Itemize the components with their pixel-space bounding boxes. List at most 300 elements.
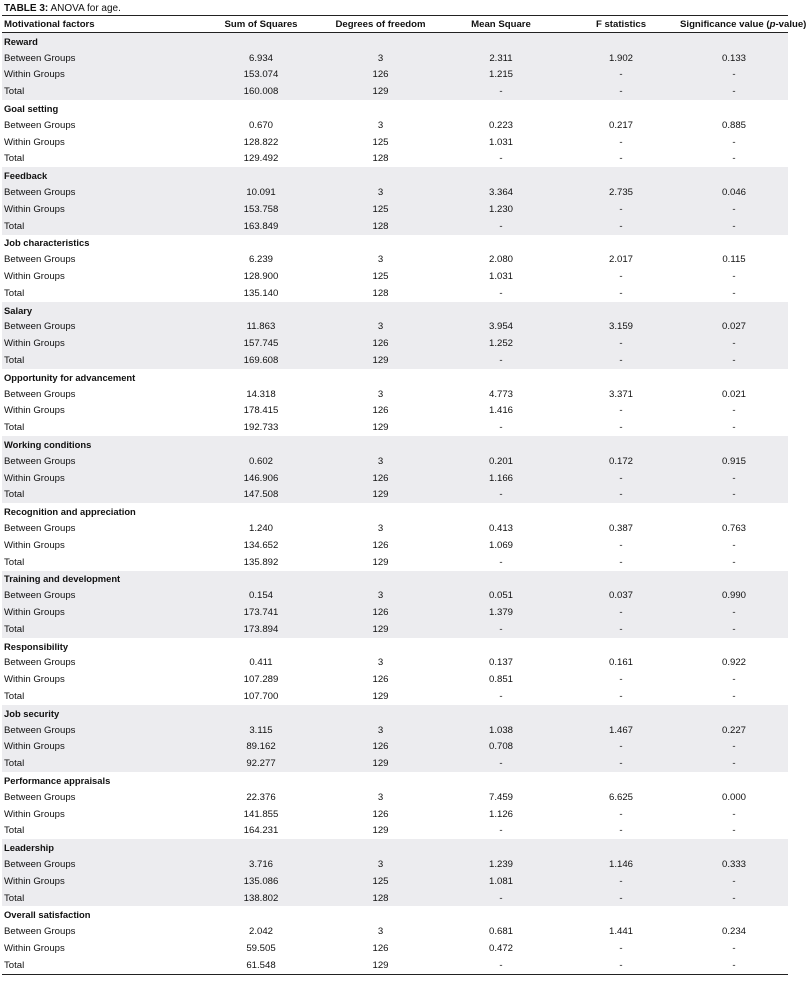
- cell-mean-square: 1.230: [440, 201, 562, 218]
- table-row: [2, 621, 788, 638]
- cell-f-statistic: -: [619, 539, 623, 551]
- cell-sum-of-squares: 14.318: [246, 388, 276, 400]
- cell-sum-of-squares: 61.548: [246, 959, 276, 971]
- table-row: [2, 822, 788, 839]
- table-row: [2, 201, 788, 218]
- cell-degrees-of-freedom: 126: [372, 405, 389, 417]
- cell-sum-of-squares: 153.758: [201, 201, 321, 218]
- cell-label: Total: [4, 153, 25, 165]
- cell-label: Total: [2, 755, 201, 772]
- table-row: [2, 419, 788, 436]
- cell-p-value: 0.922: [721, 657, 746, 669]
- factor-name: Performance appraisals: [4, 774, 111, 786]
- header-mean-square: Mean Square: [471, 18, 531, 30]
- cell-mean-square: -: [499, 959, 503, 971]
- cell-mean-square: 1.038: [440, 722, 562, 739]
- cell-sum-of-squares: 153.074: [201, 67, 321, 84]
- cell-p-value: -: [732, 136, 736, 148]
- cell-sum-of-squares: 129.492: [243, 153, 279, 165]
- table-row: [2, 268, 788, 285]
- cell-mean-square: -: [440, 352, 562, 369]
- table-row: [2, 117, 788, 134]
- cell-degrees-of-freedom: 128: [372, 153, 389, 165]
- cell-p-value: 0.115: [722, 254, 746, 266]
- factor-name: Responsibility: [4, 640, 69, 652]
- table-header: [2, 16, 806, 33]
- cell-sum-of-squares: 135.892: [243, 556, 279, 568]
- cell-p-value: -: [680, 335, 788, 352]
- cell-degrees-of-freedom: 129: [321, 755, 440, 772]
- cell-f-statistic: 1.902: [562, 50, 680, 67]
- cell-f-statistic: 0.387: [608, 523, 633, 534]
- cell-mean-square: 0.681: [488, 926, 513, 938]
- cell-p-value: -: [680, 67, 788, 84]
- table-row: [2, 554, 788, 571]
- cell-p-value: 0.763: [721, 523, 746, 534]
- cell-label: Total: [4, 690, 25, 702]
- cell-mean-square: -: [440, 890, 562, 907]
- cell-p-value: -: [680, 755, 788, 772]
- cell-sum-of-squares: 6.239: [248, 254, 273, 266]
- table-row: [2, 587, 788, 604]
- cell-f-statistic: -: [619, 271, 623, 283]
- table-row: [2, 285, 788, 302]
- cell-sum-of-squares: 173.894: [201, 621, 321, 638]
- cell-f-statistic: -: [562, 890, 680, 907]
- cell-f-statistic: -: [562, 83, 680, 100]
- cell-mean-square: -: [499, 690, 503, 702]
- cell-mean-square: 2.311: [440, 50, 562, 67]
- cell-label: Within Groups: [2, 201, 201, 218]
- table-body: [2, 33, 788, 975]
- cell-sum-of-squares: 146.906: [201, 470, 321, 487]
- cell-p-value: 0.915: [680, 453, 788, 470]
- header-significance-post: -value): [775, 18, 806, 30]
- cell-f-statistic: -: [619, 674, 623, 686]
- cell-f-statistic: -: [562, 604, 680, 621]
- cell-p-value: -: [680, 621, 788, 638]
- cell-degrees-of-freedom: 3: [321, 319, 440, 336]
- cell-p-value: 0.333: [680, 856, 788, 873]
- table-row: [2, 386, 788, 403]
- cell-sum-of-squares: 10.091: [201, 184, 321, 201]
- cell-p-value: -: [732, 287, 736, 299]
- cell-degrees-of-freedom: 3: [377, 657, 384, 669]
- cell-sum-of-squares: 128.900: [243, 271, 279, 283]
- cell-sum-of-squares: 164.231: [243, 825, 279, 837]
- cell-f-statistic: -: [619, 153, 623, 165]
- cell-f-statistic: 1.441: [608, 926, 633, 938]
- factor-name: Reward: [2, 33, 788, 50]
- cell-degrees-of-freedom: 3: [321, 722, 440, 739]
- cell-f-statistic: -: [562, 738, 680, 755]
- cell-mean-square: 1.081: [440, 873, 562, 890]
- factor-heading-row: [2, 839, 788, 856]
- cell-p-value: -: [680, 352, 788, 369]
- cell-sum-of-squares: 135.086: [201, 873, 321, 890]
- cell-sum-of-squares: 22.376: [246, 791, 276, 803]
- cell-p-value: 0.227: [680, 722, 788, 739]
- factor-name: Feedback: [2, 167, 788, 184]
- cell-label: Total: [4, 556, 25, 568]
- cell-p-value: 0.027: [680, 319, 788, 336]
- table-row: [2, 856, 788, 873]
- cell-degrees-of-freedom: 125: [321, 201, 440, 218]
- cell-degrees-of-freedom: 126: [321, 604, 440, 621]
- cell-p-value: -: [680, 218, 788, 235]
- cell-degrees-of-freedom: 3: [377, 926, 384, 938]
- table-row: [2, 403, 788, 420]
- cell-p-value: -: [732, 153, 736, 165]
- cell-sum-of-squares: 2.042: [248, 926, 273, 938]
- factor-heading-row: [2, 33, 788, 50]
- cell-mean-square: 1.252: [440, 335, 562, 352]
- cell-degrees-of-freedom: 129: [372, 959, 389, 971]
- cell-degrees-of-freedom: 126: [321, 67, 440, 84]
- cell-label: Within Groups: [4, 136, 65, 148]
- table-row: [2, 67, 788, 84]
- cell-label: Between Groups: [4, 523, 76, 534]
- cell-sum-of-squares: 107.700: [243, 690, 279, 702]
- cell-label: Total: [4, 825, 25, 837]
- cell-degrees-of-freedom: 126: [321, 335, 440, 352]
- header-motivational-factors: Motivational factors: [4, 18, 95, 30]
- table-row: [2, 83, 788, 100]
- table-row: [2, 890, 788, 907]
- cell-f-statistic: -: [562, 67, 680, 84]
- cell-label: Within Groups: [4, 271, 65, 283]
- factor-name: Salary: [2, 302, 788, 319]
- cell-mean-square: -: [499, 153, 503, 165]
- table-row: [2, 251, 788, 268]
- cell-sum-of-squares: 11.863: [201, 319, 321, 336]
- cell-label: Between Groups: [2, 184, 201, 201]
- cell-degrees-of-freedom: 129: [372, 690, 389, 702]
- cell-f-statistic: -: [562, 352, 680, 369]
- factor-name: Recognition and appreciation: [4, 506, 136, 518]
- cell-sum-of-squares: 169.608: [201, 352, 321, 369]
- cell-label: Total: [2, 487, 201, 504]
- factor-name: Working conditions: [2, 436, 788, 453]
- cell-p-value: 0.885: [721, 119, 746, 131]
- cell-sum-of-squares: 157.745: [201, 335, 321, 352]
- cell-sum-of-squares: 0.154: [201, 587, 321, 604]
- cell-p-value: -: [680, 83, 788, 100]
- cell-p-value: -: [680, 890, 788, 907]
- cell-mean-square: 7.459: [488, 791, 513, 803]
- cell-mean-square: -: [440, 487, 562, 504]
- table-row: [2, 873, 788, 890]
- factor-name: Opportunity for advancement: [4, 371, 136, 383]
- cell-degrees-of-freedom: 129: [321, 621, 440, 638]
- cell-label: Between Groups: [2, 856, 201, 873]
- table-row: [2, 654, 788, 671]
- cell-p-value: -: [680, 470, 788, 487]
- factor-heading-row: [2, 436, 788, 453]
- cell-mean-square: 0.223: [488, 119, 513, 131]
- table-row: [2, 940, 788, 957]
- cell-f-statistic: 2.735: [562, 184, 680, 201]
- cell-label: Within Groups: [4, 674, 65, 686]
- table-label: TABLE 3:: [4, 3, 49, 14]
- cell-mean-square: 0.472: [488, 942, 513, 954]
- cell-label: Between Groups: [2, 587, 201, 604]
- cell-f-statistic: -: [619, 136, 623, 148]
- table-row: [2, 218, 788, 235]
- cell-mean-square: 0.201: [440, 453, 562, 470]
- cell-sum-of-squares: 0.670: [248, 119, 273, 131]
- cell-label: Within Groups: [2, 470, 201, 487]
- cell-f-statistic: -: [562, 335, 680, 352]
- cell-sum-of-squares: 0.602: [201, 453, 321, 470]
- cell-mean-square: 1.166: [440, 470, 562, 487]
- cell-sum-of-squares: 92.277: [201, 755, 321, 772]
- cell-sum-of-squares: 147.508: [201, 487, 321, 504]
- cell-f-statistic: -: [562, 873, 680, 890]
- cell-degrees-of-freedom: 126: [321, 738, 440, 755]
- header-sum-of-squares: Sum of Squares: [224, 18, 298, 30]
- table-row: [2, 487, 788, 504]
- cell-mean-square: 0.413: [488, 523, 513, 534]
- cell-sum-of-squares: 134.652: [243, 539, 279, 551]
- table-row: [2, 806, 788, 823]
- cell-p-value: -: [732, 690, 736, 702]
- cell-label: Between Groups: [2, 50, 201, 67]
- cell-degrees-of-freedom: 3: [321, 50, 440, 67]
- cell-label: Between Groups: [4, 926, 76, 938]
- cell-mean-square: 3.364: [440, 184, 562, 201]
- table-figure: [2, 0, 806, 975]
- cell-mean-square: 1.416: [488, 405, 513, 417]
- cell-sum-of-squares: 3.716: [201, 856, 321, 873]
- factor-heading-row: [2, 167, 788, 184]
- cell-mean-square: -: [499, 287, 503, 299]
- anova-table: [2, 15, 806, 975]
- cell-f-statistic: -: [619, 422, 623, 434]
- header-significance-italic: p: [769, 18, 776, 30]
- factor-heading-row: [2, 906, 788, 923]
- table-row: [2, 453, 788, 470]
- cell-sum-of-squares: 6.934: [201, 50, 321, 67]
- cell-mean-square: 0.708: [440, 738, 562, 755]
- cell-label: Between Groups: [4, 254, 76, 266]
- cell-p-value: -: [732, 539, 736, 551]
- cell-mean-square: 1.069: [488, 539, 513, 551]
- table-row: [2, 755, 788, 772]
- header-significance-pre: Significance value (: [680, 18, 770, 30]
- cell-f-statistic: -: [619, 405, 623, 417]
- cell-f-statistic: -: [562, 218, 680, 235]
- table-row: [2, 470, 788, 487]
- factor-name: Overall satisfaction: [4, 909, 91, 921]
- factor-heading-row: [2, 772, 788, 789]
- cell-label: Within Groups: [2, 738, 201, 755]
- header-significance-value: [680, 16, 806, 33]
- table-row: [2, 151, 788, 168]
- cell-degrees-of-freedom: 3: [377, 523, 384, 534]
- cell-label: Within Groups: [4, 808, 65, 820]
- cell-f-statistic: -: [562, 201, 680, 218]
- cell-f-statistic: -: [619, 556, 623, 568]
- table-row: [2, 335, 788, 352]
- cell-mean-square: -: [499, 825, 503, 837]
- cell-f-statistic: 6.625: [608, 791, 633, 803]
- table-row: [2, 134, 788, 151]
- cell-degrees-of-freedom: 125: [372, 136, 389, 148]
- factor-heading-row: [2, 100, 788, 117]
- factor-name: Job security: [2, 705, 788, 722]
- cell-label: Between Groups: [2, 319, 201, 336]
- cell-f-statistic: 0.037: [562, 587, 680, 604]
- header-f-statistics: F statistics: [595, 18, 647, 30]
- cell-p-value: -: [732, 422, 736, 434]
- cell-p-value: -: [732, 808, 736, 820]
- cell-f-statistic: -: [619, 959, 623, 971]
- cell-p-value: 0.990: [680, 587, 788, 604]
- cell-p-value: -: [732, 674, 736, 686]
- cell-degrees-of-freedom: 128: [321, 890, 440, 907]
- cell-degrees-of-freedom: 129: [321, 352, 440, 369]
- cell-sum-of-squares: 160.008: [201, 83, 321, 100]
- cell-mean-square: 3.954: [440, 319, 562, 336]
- cell-degrees-of-freedom: 128: [321, 218, 440, 235]
- cell-degrees-of-freedom: 3: [321, 856, 440, 873]
- cell-label: Between Groups: [4, 657, 76, 669]
- cell-f-statistic: -: [562, 470, 680, 487]
- cell-label: Within Groups: [4, 942, 65, 954]
- cell-f-statistic: -: [562, 755, 680, 772]
- cell-f-statistic: 0.172: [562, 453, 680, 470]
- cell-mean-square: -: [440, 755, 562, 772]
- cell-mean-square: -: [499, 556, 503, 568]
- cell-f-statistic: -: [619, 825, 623, 837]
- cell-p-value: -: [680, 738, 788, 755]
- cell-sum-of-squares: 173.741: [201, 604, 321, 621]
- cell-sum-of-squares: 138.802: [201, 890, 321, 907]
- cell-sum-of-squares: 178.415: [243, 405, 279, 417]
- cell-sum-of-squares: 141.855: [243, 808, 279, 820]
- cell-mean-square: 1.126: [488, 808, 513, 820]
- cell-degrees-of-freedom: 128: [372, 287, 389, 299]
- cell-degrees-of-freedom: 129: [372, 556, 389, 568]
- cell-degrees-of-freedom: 129: [372, 422, 389, 434]
- cell-label: Between Groups: [4, 388, 76, 400]
- cell-sum-of-squares: 3.115: [201, 722, 321, 739]
- cell-label: Total: [2, 352, 201, 369]
- cell-sum-of-squares: 128.822: [243, 136, 279, 148]
- factor-name: Leadership: [2, 839, 788, 856]
- cell-degrees-of-freedom: 126: [372, 539, 389, 551]
- cell-sum-of-squares: 0.411: [249, 657, 273, 669]
- table-row: [2, 537, 788, 554]
- cell-degrees-of-freedom: 129: [321, 83, 440, 100]
- cell-sum-of-squares: 1.240: [248, 523, 273, 534]
- cell-label: Total: [2, 218, 201, 235]
- cell-p-value: -: [680, 873, 788, 890]
- cell-degrees-of-freedom: 3: [377, 119, 384, 131]
- cell-mean-square: 1.215: [440, 67, 562, 84]
- cell-mean-square: -: [440, 621, 562, 638]
- factor-heading-row: [2, 571, 788, 588]
- table-row: [2, 319, 788, 336]
- cell-f-statistic: -: [619, 942, 623, 954]
- table-row: [2, 184, 788, 201]
- cell-label: Within Groups: [4, 539, 65, 551]
- cell-sum-of-squares: 163.849: [201, 218, 321, 235]
- cell-f-statistic: -: [562, 487, 680, 504]
- factor-heading-row: [2, 369, 788, 386]
- cell-label: Between Groups: [2, 453, 201, 470]
- factor-heading-row: [2, 503, 788, 520]
- cell-mean-square: 1.031: [488, 136, 513, 148]
- cell-p-value: -: [732, 825, 736, 837]
- cell-label: Within Groups: [2, 873, 201, 890]
- table-row: [2, 604, 788, 621]
- cell-f-statistic: -: [562, 621, 680, 638]
- cell-label: Total: [4, 959, 25, 971]
- cell-mean-square: -: [440, 218, 562, 235]
- table-row: [2, 789, 788, 806]
- cell-label: Total: [4, 287, 25, 299]
- header-row: [2, 16, 788, 33]
- cell-p-value: -: [732, 959, 736, 971]
- cell-degrees-of-freedom: 3: [377, 388, 384, 400]
- cell-degrees-of-freedom: 125: [372, 271, 389, 283]
- cell-f-statistic: 1.146: [562, 856, 680, 873]
- cell-mean-square: 0.851: [488, 674, 513, 686]
- cell-sum-of-squares: 107.289: [243, 674, 279, 686]
- cell-p-value: -: [732, 271, 736, 283]
- cell-label: Within Groups: [4, 405, 65, 417]
- cell-f-statistic: 3.159: [562, 319, 680, 336]
- cell-f-statistic: 0.217: [608, 119, 633, 131]
- cell-mean-square: 0.137: [488, 657, 513, 669]
- cell-sum-of-squares: 192.733: [243, 422, 279, 434]
- cell-mean-square: -: [440, 83, 562, 100]
- table-row: [2, 671, 788, 688]
- cell-label: Total: [4, 422, 25, 434]
- cell-label: Between Groups: [2, 722, 201, 739]
- cell-mean-square: 1.031: [488, 271, 513, 283]
- cell-p-value: 0.046: [680, 184, 788, 201]
- cell-mean-square: 2.080: [488, 254, 513, 266]
- cell-degrees-of-freedom: 125: [321, 873, 440, 890]
- factor-heading-row: [2, 235, 788, 252]
- table-row: [2, 923, 788, 940]
- cell-sum-of-squares: 89.162: [201, 738, 321, 755]
- cell-degrees-of-freedom: 129: [321, 487, 440, 504]
- cell-p-value: 0.021: [721, 388, 746, 400]
- table-row: [2, 352, 788, 369]
- cell-label: Between Groups: [4, 791, 76, 803]
- table-row: [2, 738, 788, 755]
- cell-p-value: -: [732, 556, 736, 568]
- cell-label: Within Groups: [2, 335, 201, 352]
- table-row: [2, 50, 788, 67]
- cell-f-statistic: 2.017: [608, 254, 633, 266]
- cell-p-value: 0.000: [721, 791, 746, 803]
- cell-f-statistic: -: [619, 287, 623, 299]
- factor-name: Job characteristics: [4, 237, 90, 249]
- cell-degrees-of-freedom: 126: [372, 942, 389, 954]
- cell-f-statistic: -: [619, 690, 623, 702]
- cell-degrees-of-freedom: 3: [377, 254, 384, 266]
- cell-degrees-of-freedom: 126: [321, 470, 440, 487]
- cell-sum-of-squares: 135.140: [243, 287, 279, 299]
- cell-p-value: -: [732, 942, 736, 954]
- cell-f-statistic: 1.467: [562, 722, 680, 739]
- cell-p-value: 0.133: [680, 50, 788, 67]
